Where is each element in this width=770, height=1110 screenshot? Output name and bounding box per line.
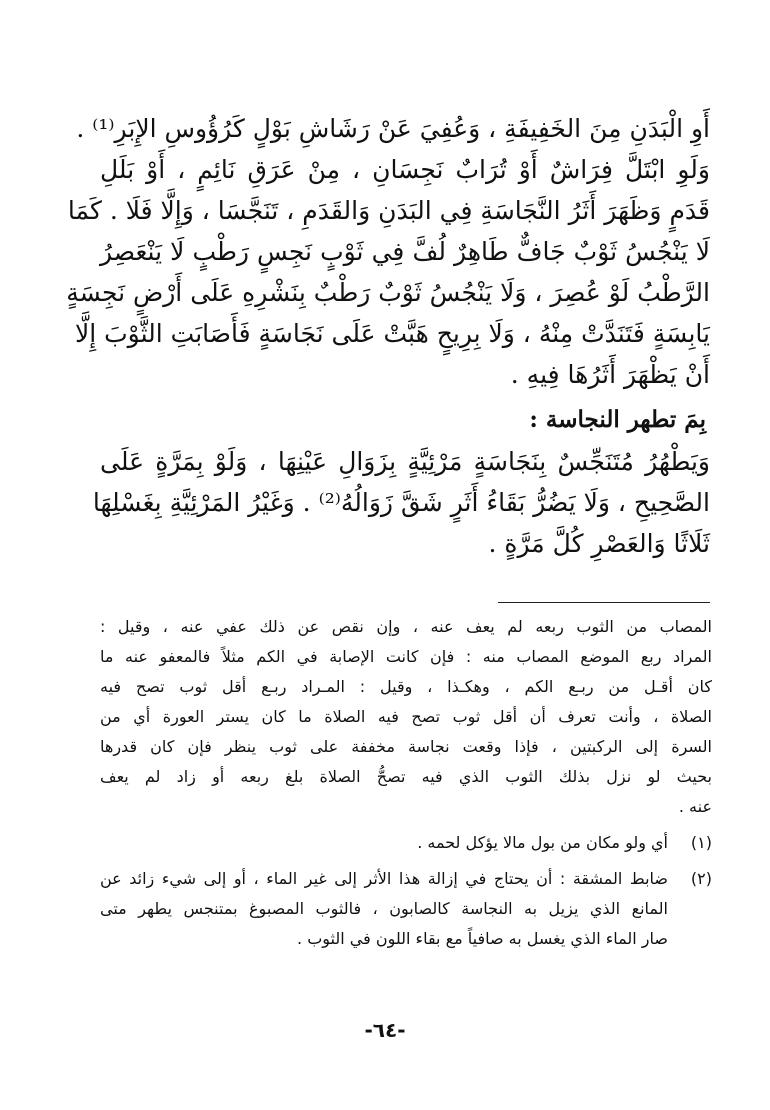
footnotes-block	[100, 612, 712, 954]
footnote-marker: (٢)	[690, 869, 712, 888]
footnote-line: الصلاة ، وأنت تعرف أن أقل ثوب تصح فيه الصلاة ما كان يستر العورة أي من	[100, 707, 712, 726]
page-number: -٦٤-	[364, 1018, 406, 1042]
footnote-line: بحيث لو نزل بذلك الثوب الذي فيه تصحُّ الصلاة بلغ ربعه أو زاد لم يعف	[100, 767, 712, 786]
footnote-line: المانع الذي يزيل به النجاسة كالصابون ، فالثوب المصبوغ بمتنجس يطهر متى	[100, 899, 668, 918]
text-line: لَا يَنْجُسُ ثَوْبٌ جَافٌّ طَاهِرٌ لُفَّ فِي ثَوْبٍ نَجِسٍ رَطْبٍ لَا يَنْعَصِرُ	[100, 237, 710, 266]
footnote-line: صار الماء الذي يغسل به صافياً مع بقاء اللون في الثوب .	[297, 929, 668, 948]
footnote-separator	[498, 602, 710, 603]
text-line: قَدَمٍ وَظَهَرَ أَثَرُ النَّجَاسَةِ فِي البَدَنِ وَالقَدَمِ ، تَنَجَّسَا ، وَإِلَّا فَلَا . كَمَا	[67, 196, 710, 225]
text-line: أَوِ الْبَدَنِ مِنَ الخَفِيفَةِ ، وَعُفِيَ عَنْ رَشَاشِ بَوْلٍ كَرُؤُوسِ الإِبَرِ⁽¹⁾ .	[76, 114, 710, 143]
main-text-block	[66, 108, 710, 564]
text-line: وَلَوِ ابْتَلَّ فِرَاشٌ أَوْ تُرَابٌ نَجِسَانِ ، مِنْ عَرَقِ نَائِمٍ ، أَوْ بَلَلِ	[100, 155, 710, 184]
section-heading: بِمَ تطهر النجاسة :	[529, 406, 706, 433]
footnote-continuation	[100, 612, 712, 822]
footnote-text	[100, 828, 668, 858]
footnote-line: كان أقـل من ربـع الكم ، وهكـذا ، وقيل : المـراد ربـع أقل ثوب تصح فيه	[100, 677, 712, 696]
footnote-text	[100, 864, 668, 954]
footnote-line: أي ولو مكان من بول مالا يؤكل لحمه .	[417, 833, 668, 852]
text-line: وَيَطْهُرُ مُتَنَجِّسٌ بِنَجَاسَةٍ مَرْئِيَّةٍ بِزَوَالِ عَيْنِهَا ، وَلَوْ بِمَرَّةٍ عَلَى	[100, 447, 710, 476]
text-line: يَابِسَةٍ فَتَنَدَّتْ مِنْهُ ، وَلَا بِرِيحٍ هَبَّتْ عَلَى نَجَاسَةٍ فَأَصَابَتِ الثَّوْبَ إِلَّا	[75, 319, 710, 348]
text-line: الصَّحِيحِ ، وَلَا يَضُرُّ بَقَاءُ أَثَرٍ شَقَّ زَوَالُهُ⁽²⁾ . وَغَيْرُ المَرْئِيَّةِ بِغَسْلِهَا	[92, 488, 710, 517]
footnote-line: المصاب من الثوب ربعه لم يعف عنه ، وإن نقص عن ذلك عفي عنه ، وقيل :	[100, 617, 712, 636]
text-line: الرَّطْبُ لَوْ عُصِرَ ، وَلَا يَنْجُسُ ثَوْبٌ رَطْبٌ بِنَشْرِهِ عَلَى أَرْضٍ نَجِسَةٍ	[66, 278, 710, 307]
text-line: أَنْ يَظْهَرَ أَثَرُهَا فِيهِ .	[510, 360, 710, 389]
footnote-line: ضابط المشقة : أن يحتاج في إزالة هذا الأثر إلى غير الماء ، أو إلى شيء زائد عن	[100, 869, 668, 888]
footnote-line: السرة إلى الركبتين ، فإذا وقعت نجاسة مخففة على ثوب ينظر فإن كان قدرها	[100, 737, 712, 756]
footnote-line: المراد ربع الموضع المصاب منه : فإن كانت الإصابة في الكم مثلاً فالمعفو عنه ما	[100, 647, 712, 666]
footnote-item	[100, 828, 712, 858]
footnote-line: عنه .	[678, 797, 712, 816]
text-line: ثَلَاثًا وَالعَصْرِ كُلَّ مَرَّةٍ .	[488, 529, 710, 558]
footnote-item	[100, 864, 712, 954]
footnote-items	[100, 828, 712, 954]
main-paragraphs-before-heading	[66, 108, 710, 395]
footnote-marker: (١)	[690, 833, 712, 852]
main-paragraphs-after-heading	[92, 441, 710, 564]
